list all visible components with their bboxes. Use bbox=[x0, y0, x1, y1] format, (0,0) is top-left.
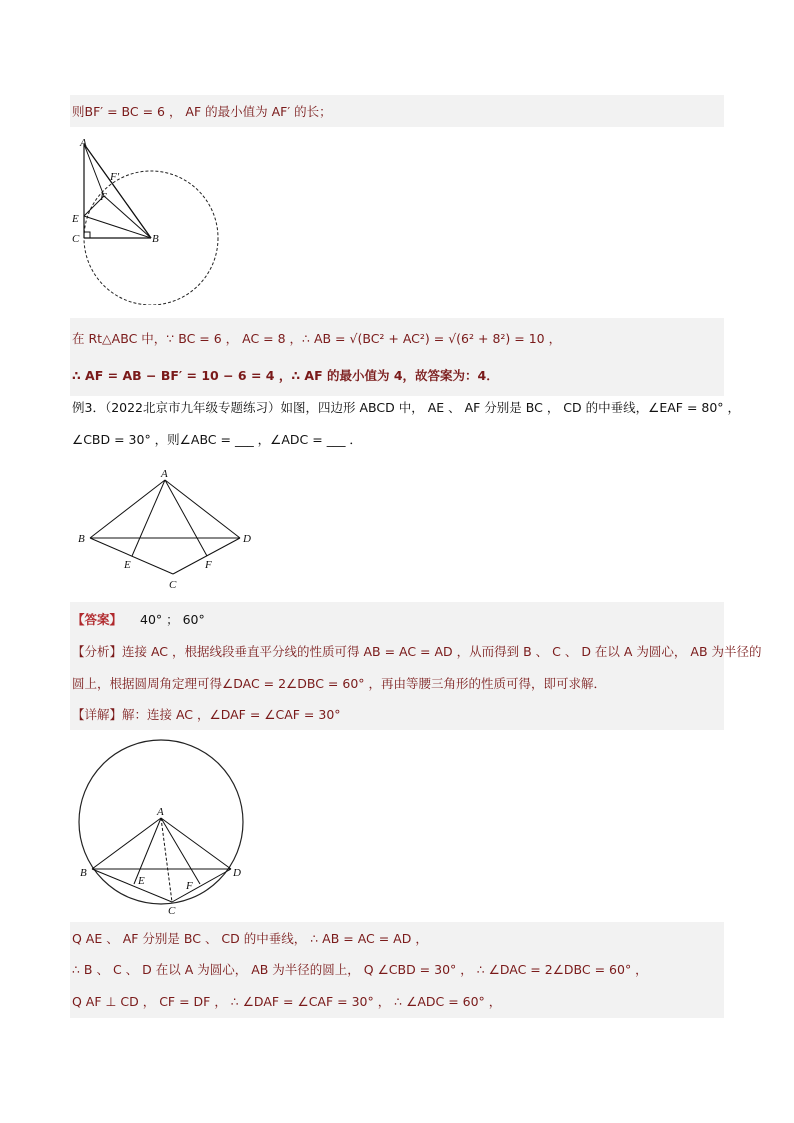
fig2-label-a: A bbox=[161, 468, 168, 480]
fig2-label-e: E bbox=[124, 559, 131, 571]
answer-tag: 【答案】 bbox=[72, 612, 123, 627]
fig3-label-a: A bbox=[157, 806, 164, 818]
text-line-12: Q AF ⊥ CD ， CF = DF ， ∴ ∠DAF = ∠CAF = 30° ， ∴ ∠ADC = 60° ， bbox=[72, 994, 502, 1009]
fig1-label-b: B bbox=[152, 233, 159, 245]
text-line-9: 【详解】解：连接 AC ，∠DAF = ∠CAF = 30° bbox=[72, 707, 341, 722]
text-line-10: Q AE 、 AF 分别是 BC 、 CD 的中垂线， ∴ AB = AC = AD ， bbox=[72, 931, 428, 946]
fig2-label-f: F bbox=[205, 559, 212, 571]
fig3-label-c: C bbox=[168, 905, 176, 917]
text-line-6 bbox=[72, 611, 205, 629]
fig2-label-c: C bbox=[169, 579, 177, 590]
fig2-label-d: D bbox=[243, 533, 251, 545]
text-line-8: 圆上，根据圆周角定理可得∠DAC = 2∠DBC = 60° ，再由等腰三角形的性质可得，即可求解． bbox=[72, 676, 607, 691]
fig3-label-f: F bbox=[186, 880, 193, 892]
figure-1 bbox=[72, 136, 219, 305]
fig3-label-d: D bbox=[233, 867, 241, 879]
fig1-label-c: C bbox=[72, 233, 80, 245]
text-line-7: 【分析】连接 AC ，根据线段垂直平分线的性质可得 AB = AC = AD ，从而得到 B 、 C 、 D 在以 A 为圆心， AB 为半径的 bbox=[72, 644, 762, 659]
answer-value: 40° ； 60° bbox=[140, 612, 205, 627]
figure-2 bbox=[72, 466, 262, 590]
fig2-label-b: B bbox=[78, 533, 85, 545]
figure-3-svg bbox=[72, 734, 249, 917]
figure-1-svg bbox=[72, 136, 219, 305]
fig3-label-e: E bbox=[138, 875, 145, 887]
text-line-4: 例3．（2022北京市九年级专题练习）如图，四边形 ABCD 中， AE 、 AF 分别是 BC ， CD 的中垂线，∠EAF = 80° ， bbox=[72, 400, 741, 415]
text-line-1: 则BF′ = BC = 6 ， AF 的最小值为 AF′ 的长； bbox=[72, 104, 332, 119]
text-line-2: 在 Rt△ABC 中，∵ BC = 6 ， AC = 8 ，∴ AB = √(BC² + AC²) = √(6² + 8²) = 10 ， bbox=[72, 331, 562, 346]
text-line-5: ∠CBD = 30° ，则∠ABC = ___ ，∠ADC = ___ ． bbox=[72, 432, 362, 447]
fig1-label-f: F bbox=[100, 191, 107, 203]
figure-2-svg bbox=[72, 466, 262, 590]
fig1-label-a: A bbox=[80, 137, 87, 149]
text-line-11: ∴ B 、 C 、 D 在以 A 为圆心， AB 为半径的圆上， Q ∠CBD = 30° ， ∴ ∠DAC = 2∠DBC = 60° ， bbox=[72, 962, 648, 977]
text-line-3: ∴ AF = AB − BF′ = 10 − 6 = 4 ，∴ AF 的最小值为 4，故答案为：4． bbox=[72, 368, 499, 383]
fig3-label-b: B bbox=[80, 867, 87, 879]
figure-3 bbox=[72, 734, 249, 917]
fig1-label-e: E bbox=[72, 213, 79, 225]
fig1-label-f-prime: F′ bbox=[110, 171, 120, 183]
